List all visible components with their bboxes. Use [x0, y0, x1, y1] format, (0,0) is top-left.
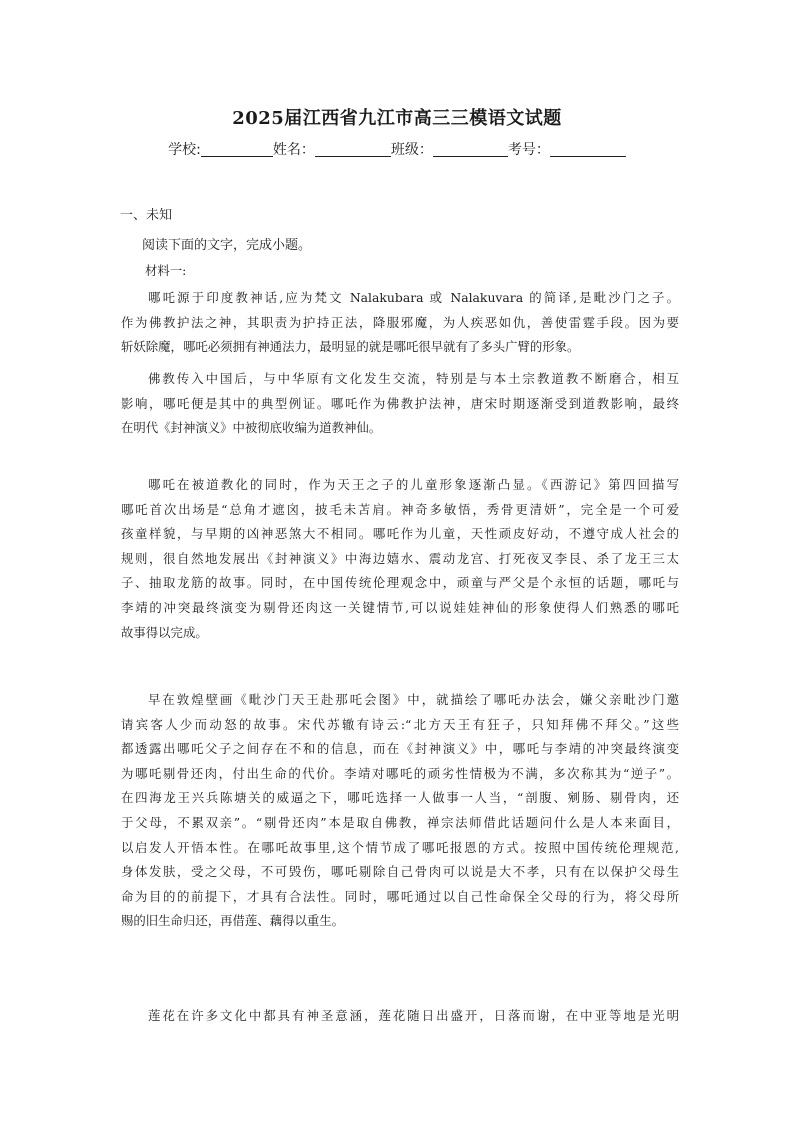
paragraph-2	[121, 367, 679, 441]
paragraph-5	[121, 1004, 679, 1029]
class-label: 班级：	[390, 142, 433, 158]
text-line: 李靖的冲突最终演变为剔骨还肉这一关键情节,可以说娃娃神仙的形象使得人们熟悉的哪吒	[121, 599, 679, 615]
text-line: 于父母，不累双亲”。“剔骨还肉”本是取自佛教，禅宗法师借此话题问什么是人本来面目，	[121, 814, 679, 830]
school-field[interactable]	[201, 142, 273, 157]
text-line: 影响，哪吒便是其中的典型例证。哪吒作为佛教护法神，唐宋时期逐渐受到道教影响，最终	[121, 395, 679, 411]
text-line: 孩童样貌，与早期的凶神恶煞大不相同。哪吒作为儿童，天性顽皮好动，不遵守成人社会的	[121, 526, 679, 542]
school-label: 学校:	[168, 142, 201, 158]
text-line: 都透露出哪吒父子之间存在不和的信息，而在《封神演义》中，哪吒与李靖的冲突最终演变	[121, 741, 679, 757]
text-line: 命为目的的前提下，才具有合法性。同时，哪吒通过以自己性命保全父母的行为，将父母所	[121, 888, 679, 904]
instruction-text: 阅读下面的文字，完成小题。	[142, 238, 312, 253]
exam-number-label: 考号：	[507, 142, 550, 158]
text-line: 赐的旧生命归还，再借莲、藕得以重生。	[121, 913, 345, 929]
text-line: 在四海龙王兴兵陈塘关的威逼之下，哪吒选择一人做事一人当，“剖腹、剜肠、剔骨肉，还	[121, 790, 679, 806]
text-line: 哪吒在被道教化的同时，作为天王之子的儿童形象逐渐凸显。《西游记》第四回描写	[148, 477, 679, 492]
name-label: 姓名：	[272, 142, 315, 158]
text-line: 以启发人开悟本性。在哪吒故事里,这个情节成了哪吒报恩的方式。按照中国传统伦理规范,	[121, 839, 679, 855]
text-line: 在明代《封神演义》中被彻底收编为道教神仙。	[121, 420, 382, 436]
text-line: 子、抽取龙筋的故事。同时，在中国传统伦理观念中，顽童与严父是个永恒的话题，哪吒与	[121, 575, 679, 591]
material-label: 材料一:	[145, 263, 187, 278]
text-line: 故事得以完成。	[121, 624, 208, 640]
paragraph-3	[121, 473, 679, 645]
text-line: 为哪吒剔骨还肉，付出生命的代价。李靖对哪吒的顽劣性情极为不满，多次称其为“逆子”。	[121, 765, 679, 781]
text-line: 佛教传入中国后，与中华原有文化发生交流，特别是与本土宗教道教不断磨合，相互	[148, 371, 679, 386]
student-info-line	[0, 139, 794, 159]
section-heading: 一、未知	[120, 208, 173, 223]
text-line: 请宾客人少而动怒的故事。宋代苏辙有诗云:“北方天王有狂子，只知拜佛不拜父。”这些	[121, 716, 679, 732]
text-line: 哪吒首次出场是“总角才遮囟，披毛未苫肩。神奇多敏悟，秀骨更清妍”，完全是一个可爱	[121, 501, 679, 517]
paragraph-1	[121, 286, 679, 360]
text-line: 身体发肤，受之父母，不可毁伤，哪吒剔除自己骨肉可以说是大不孝，只有在以保护父母生	[121, 864, 679, 880]
exam-number-field[interactable]	[550, 142, 626, 157]
name-field[interactable]	[315, 142, 391, 157]
paragraph-4	[121, 688, 679, 934]
text-line: 莲花在许多文化中都具有神圣意涵，莲花随日出盛开，日落而谢，在中亚等地是光明	[148, 1008, 679, 1023]
text-line: 斩妖除魔，哪吒必须拥有神通法力，最明显的就是哪吒很早就有了多头广臂的形象。	[121, 339, 580, 355]
exam-title: 2025届江西省九江市高三三模语文试题	[232, 108, 562, 129]
text-line: 早在敦煌壁画《毗沙门天王赴那吒会图》中，就描绘了哪吒办法会，嫌父亲毗沙门邀	[148, 692, 679, 707]
text-line: 哪吒源于印度教神话,应为梵文 Nalakubara 或 Nalakuvara 的简译,是毗沙门之子。	[148, 290, 679, 305]
class-field[interactable]	[433, 142, 508, 157]
text-line: 规则，很自然地发展出《封神演义》中海边嬉水、震动龙宫、打死夜叉李艮、杀了龙王三太	[121, 550, 679, 566]
text-line: 作为佛教护法之神，其职责为护持正法，降服邪魔，为人疾恶如仇，善使雷霆手段。因为要	[121, 314, 679, 330]
